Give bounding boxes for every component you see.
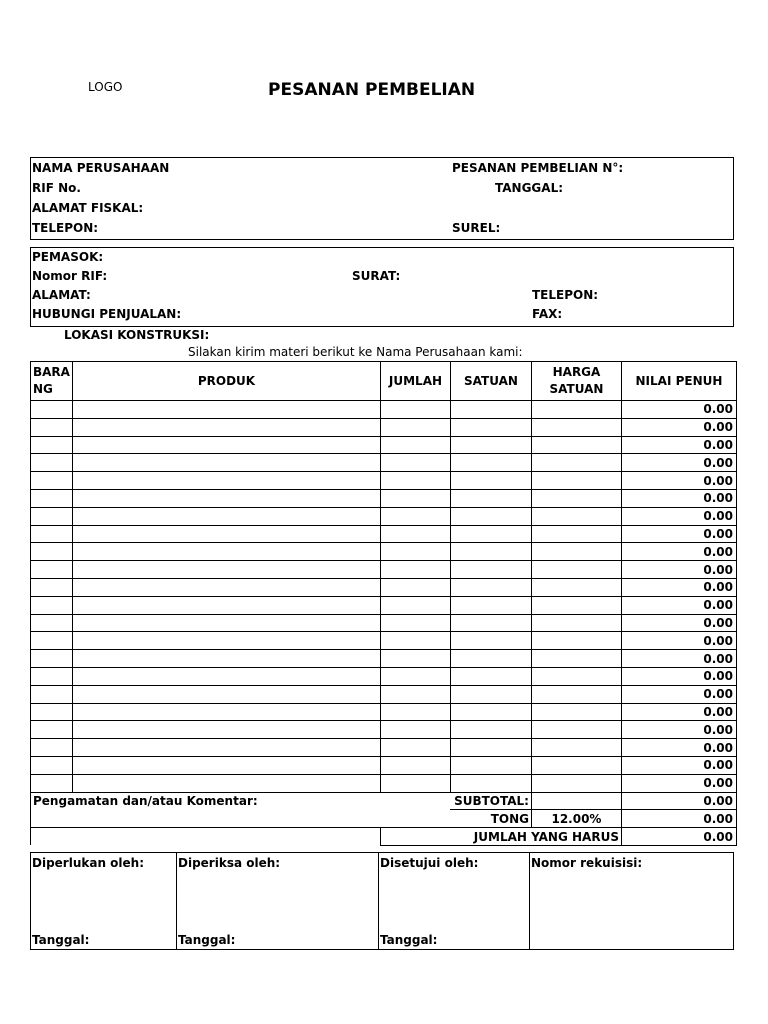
unit-price-cell[interactable] <box>531 703 621 721</box>
supplier-letter-label: SURAT: <box>352 269 401 283</box>
company-rif-label: RIF No. <box>32 181 81 195</box>
unit-price-cell[interactable] <box>531 578 621 596</box>
product-cell[interactable] <box>72 667 380 685</box>
unit-price-cell[interactable] <box>531 525 621 543</box>
unit-cell[interactable] <box>450 614 531 632</box>
unit-price-cell[interactable] <box>531 454 621 472</box>
total-value-cell: 0.00 <box>621 525 736 543</box>
table-row <box>31 614 737 632</box>
tax-rate: 12.00% <box>531 810 621 828</box>
total-value-cell: 0.00 <box>621 721 736 739</box>
item-cell[interactable] <box>31 774 73 792</box>
unit-price-cell[interactable] <box>531 401 621 419</box>
item-cell[interactable] <box>31 667 73 685</box>
unit-cell[interactable] <box>450 507 531 525</box>
required-by-label: Diperlukan oleh: <box>32 856 145 870</box>
col-header-total-value: NILAI PENUH <box>621 362 736 401</box>
comments-label: Pengamatan dan/atau Komentar: <box>31 792 451 810</box>
unit-cell[interactable] <box>450 667 531 685</box>
signature-checked-by[interactable] <box>176 852 379 950</box>
tax-value: 0.00 <box>621 810 736 828</box>
item-cell[interactable] <box>31 614 73 632</box>
item-cell[interactable] <box>31 436 73 454</box>
product-cell[interactable] <box>72 578 380 596</box>
total-value-cell: 0.00 <box>621 561 736 579</box>
table-row <box>31 525 737 543</box>
subtotal-value: 0.00 <box>621 792 736 810</box>
unit-cell[interactable] <box>450 721 531 739</box>
product-cell[interactable] <box>72 739 380 757</box>
product-cell[interactable] <box>72 436 380 454</box>
unit-price-cell[interactable] <box>531 614 621 632</box>
item-cell[interactable] <box>31 632 73 650</box>
col-header-quantity: JUMLAH <box>380 362 450 401</box>
unit-cell[interactable] <box>450 472 531 490</box>
unit-cell[interactable] <box>450 436 531 454</box>
item-cell[interactable] <box>31 596 73 614</box>
checked-by-date-label: Tanggal: <box>178 933 236 947</box>
table-row <box>31 703 737 721</box>
product-cell[interactable] <box>72 756 380 774</box>
item-cell[interactable] <box>31 703 73 721</box>
total-value-cell: 0.00 <box>621 596 736 614</box>
product-cell[interactable] <box>72 685 380 703</box>
table-row <box>31 561 737 579</box>
supplier-rif-label: Nomor RIF: <box>32 269 108 283</box>
unit-cell[interactable] <box>450 543 531 561</box>
col-header-unit: SATUAN <box>450 362 531 401</box>
item-cell[interactable] <box>31 454 73 472</box>
unit-price-cell[interactable] <box>531 685 621 703</box>
product-cell[interactable] <box>72 703 380 721</box>
unit-price-cell[interactable] <box>531 507 621 525</box>
requisition-number-label: Nomor rekuisisi: <box>531 856 643 870</box>
po-date-label: TANGGAL: <box>495 181 564 195</box>
quantity-cell[interactable] <box>380 774 450 792</box>
quantity-cell[interactable] <box>380 614 450 632</box>
item-cell[interactable] <box>31 578 73 596</box>
total-value-cell: 0.00 <box>621 667 736 685</box>
table-row <box>31 436 737 454</box>
tax-label: TONG <box>450 810 531 828</box>
comments-area[interactable] <box>31 810 451 828</box>
unit-cell[interactable] <box>450 632 531 650</box>
table-row <box>31 774 737 792</box>
table-row <box>31 507 737 525</box>
total-value-cell: 0.00 <box>621 739 736 757</box>
quantity-cell[interactable] <box>380 739 450 757</box>
company-address-label: ALAMAT FISKAL: <box>32 201 144 215</box>
item-cell[interactable] <box>31 650 73 668</box>
quantity-cell[interactable] <box>380 418 450 436</box>
total-value-cell: 0.00 <box>621 756 736 774</box>
quantity-cell[interactable] <box>380 489 450 507</box>
logo-placeholder: LOGO <box>88 80 123 94</box>
unit-cell[interactable] <box>450 650 531 668</box>
product-cell[interactable] <box>72 525 380 543</box>
quantity-cell[interactable] <box>380 632 450 650</box>
amount-due-spacer <box>31 828 381 846</box>
total-value-cell: 0.00 <box>621 543 736 561</box>
subtotal-rate-cell <box>531 792 621 810</box>
po-number-label: PESANAN PEMBELIAN N°: <box>452 161 624 175</box>
item-cell[interactable] <box>31 507 73 525</box>
table-row <box>31 418 737 436</box>
quantity-cell[interactable] <box>380 756 450 774</box>
unit-price-cell[interactable] <box>531 756 621 774</box>
supplier-contact-label: HUBUNGI PENJUALAN: <box>32 307 182 321</box>
quantity-cell[interactable] <box>380 436 450 454</box>
amount-due-label: JUMLAH YANG HARUS <box>380 828 621 846</box>
product-cell[interactable] <box>72 489 380 507</box>
product-cell[interactable] <box>72 721 380 739</box>
tax-row <box>31 810 737 828</box>
required-by-date-label: Tanggal: <box>32 933 90 947</box>
unit-cell[interactable] <box>450 525 531 543</box>
quantity-cell[interactable] <box>380 561 450 579</box>
quantity-cell[interactable] <box>380 525 450 543</box>
product-cell[interactable] <box>72 596 380 614</box>
total-value-cell: 0.00 <box>621 578 736 596</box>
supplier-phone-label: TELEPON: <box>532 288 599 302</box>
quantity-cell[interactable] <box>380 685 450 703</box>
unit-cell[interactable] <box>450 756 531 774</box>
item-cell[interactable] <box>31 756 73 774</box>
product-cell[interactable] <box>72 561 380 579</box>
total-value-cell: 0.00 <box>621 454 736 472</box>
company-email-label: SUREL: <box>452 221 501 235</box>
item-cell[interactable] <box>31 418 73 436</box>
product-cell[interactable] <box>72 614 380 632</box>
table-row <box>31 543 737 561</box>
product-cell[interactable] <box>72 543 380 561</box>
amount-due-row <box>31 828 737 846</box>
table-row <box>31 667 737 685</box>
supplier-address-label: ALAMAT: <box>32 288 91 302</box>
unit-price-cell[interactable] <box>531 739 621 757</box>
unit-cell[interactable] <box>450 401 531 419</box>
approved-by-label: Disetujui oleh: <box>380 856 479 870</box>
document-title: PESANAN PEMBELIAN <box>268 80 476 100</box>
unit-cell[interactable] <box>450 561 531 579</box>
item-cell[interactable] <box>31 525 73 543</box>
table-row <box>31 756 737 774</box>
product-cell[interactable] <box>72 401 380 419</box>
supplier-fax-label: FAX: <box>532 307 563 321</box>
quantity-cell[interactable] <box>380 401 450 419</box>
quantity-cell[interactable] <box>380 543 450 561</box>
total-value-cell: 0.00 <box>621 418 736 436</box>
quantity-cell[interactable] <box>380 703 450 721</box>
unit-price-cell[interactable] <box>531 436 621 454</box>
supplier-label: PEMASOK: <box>32 250 104 264</box>
total-value-cell: 0.00 <box>621 436 736 454</box>
company-info-box <box>30 157 734 240</box>
amount-due-value: 0.00 <box>621 828 736 846</box>
unit-cell[interactable] <box>450 418 531 436</box>
product-cell[interactable] <box>72 507 380 525</box>
total-value-cell: 0.00 <box>621 489 736 507</box>
instruction-text: Silakan kirim materi berikut ke Nama Perusahaan kami: <box>188 345 523 359</box>
approved-by-date-label: Tanggal: <box>380 933 438 947</box>
table-row <box>31 472 737 490</box>
table-row <box>31 739 737 757</box>
col-header-unit-price: HARGA SATUAN <box>531 362 621 401</box>
unit-price-cell[interactable] <box>531 650 621 668</box>
item-cell[interactable] <box>31 739 73 757</box>
item-cell[interactable] <box>31 685 73 703</box>
unit-price-cell[interactable] <box>531 418 621 436</box>
construction-location-label: LOKASI KONSTRUKSI: <box>64 328 210 342</box>
total-value-cell: 0.00 <box>621 703 736 721</box>
requisition-number-box[interactable] <box>529 852 734 950</box>
quantity-cell[interactable] <box>380 578 450 596</box>
subtotal-row <box>31 792 737 810</box>
quantity-cell[interactable] <box>380 507 450 525</box>
total-value-cell: 0.00 <box>621 472 736 490</box>
unit-cell[interactable] <box>450 454 531 472</box>
table-row <box>31 489 737 507</box>
company-phone-label: TELEPON: <box>32 221 99 235</box>
signature-approved-by[interactable] <box>378 852 530 950</box>
table-row <box>31 578 737 596</box>
quantity-cell[interactable] <box>380 667 450 685</box>
table-row <box>31 596 737 614</box>
supplier-info-box <box>30 247 734 327</box>
table-row <box>31 632 737 650</box>
unit-price-cell[interactable] <box>531 667 621 685</box>
table-row <box>31 721 737 739</box>
col-header-product: PRODUK <box>72 362 380 401</box>
unit-price-cell[interactable] <box>531 632 621 650</box>
total-value-cell: 0.00 <box>621 614 736 632</box>
total-value-cell: 0.00 <box>621 632 736 650</box>
company-name-label: NAMA PERUSAHAAN <box>32 161 170 175</box>
unit-cell[interactable] <box>450 489 531 507</box>
product-cell[interactable] <box>72 632 380 650</box>
unit-price-cell[interactable] <box>531 543 621 561</box>
items-table <box>30 361 737 846</box>
product-cell[interactable] <box>72 774 380 792</box>
quantity-cell[interactable] <box>380 596 450 614</box>
unit-price-cell[interactable] <box>531 596 621 614</box>
unit-price-cell[interactable] <box>531 721 621 739</box>
product-cell[interactable] <box>72 472 380 490</box>
item-cell[interactable] <box>31 543 73 561</box>
table-row <box>31 401 737 419</box>
quantity-cell[interactable] <box>380 721 450 739</box>
unit-cell[interactable] <box>450 774 531 792</box>
total-value-cell: 0.00 <box>621 507 736 525</box>
product-cell[interactable] <box>72 650 380 668</box>
unit-cell[interactable] <box>450 685 531 703</box>
product-cell[interactable] <box>72 418 380 436</box>
signature-required-by[interactable] <box>30 852 177 950</box>
item-cell[interactable] <box>31 721 73 739</box>
item-cell[interactable] <box>31 489 73 507</box>
unit-cell[interactable] <box>450 596 531 614</box>
quantity-cell[interactable] <box>380 650 450 668</box>
table-row <box>31 685 737 703</box>
item-cell[interactable] <box>31 472 73 490</box>
unit-price-cell[interactable] <box>531 774 621 792</box>
unit-price-cell[interactable] <box>531 472 621 490</box>
total-value-cell: 0.00 <box>621 650 736 668</box>
quantity-cell[interactable] <box>380 454 450 472</box>
total-value-cell: 0.00 <box>621 774 736 792</box>
quantity-cell[interactable] <box>380 472 450 490</box>
unit-cell[interactable] <box>450 703 531 721</box>
unit-price-cell[interactable] <box>531 489 621 507</box>
total-value-cell: 0.00 <box>621 401 736 419</box>
checked-by-label: Diperiksa oleh: <box>178 856 281 870</box>
table-row <box>31 650 737 668</box>
item-cell[interactable] <box>31 561 73 579</box>
unit-cell[interactable] <box>450 578 531 596</box>
table-row <box>31 454 737 472</box>
subtotal-label: SUBTOTAL: <box>450 792 531 810</box>
col-header-item: BARA NG <box>31 362 73 401</box>
item-cell[interactable] <box>31 401 73 419</box>
unit-price-cell[interactable] <box>531 561 621 579</box>
table-header-row <box>31 362 737 401</box>
product-cell[interactable] <box>72 454 380 472</box>
total-value-cell: 0.00 <box>621 685 736 703</box>
unit-cell[interactable] <box>450 739 531 757</box>
